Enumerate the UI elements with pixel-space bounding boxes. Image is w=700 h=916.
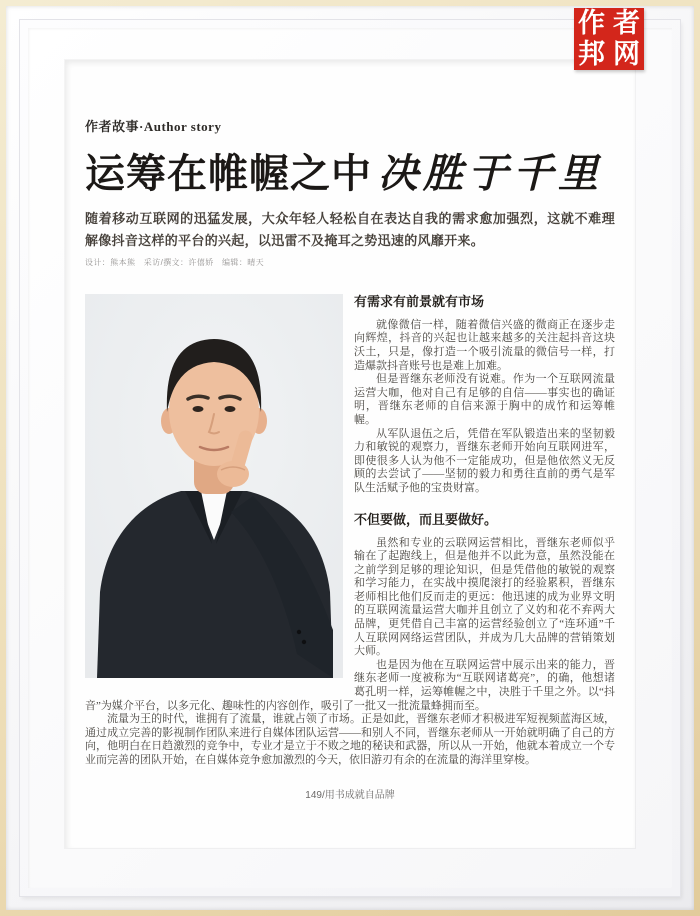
magazine-page [65, 60, 635, 848]
logo-char: 邦 [578, 39, 605, 69]
section-heading-do-well: 不但要做，而且要做好。 [354, 511, 498, 527]
page-title [85, 152, 615, 197]
paragraph: 但是晋继东老师没有说难。作为一个互联网流量运营大咖，他对自己有足够的自信——事实也的确证明，晋继东老师的自信来源于胸中的成竹和运筹帷幄。 [354, 373, 615, 426]
title-main: 运筹在帷幄之中 [85, 151, 372, 196]
page-content [65, 60, 635, 801]
title-accent: 决胜于千里 [378, 151, 603, 196]
paragraph: 流量为王的时代，谁拥有了流量，谁就占领了市场。正是如此，晋继东老师才积极进军短视频蓝海区域，通过成立完善的影视制作团队来进行自媒体团队运营——和别人不同，晋继东老师从一开始就明确了自己的方向，他明白在日趋激烈的竞争中，专业才是立于不败之地的秘诀和武器，所以从一开始，他就本着成立一个专业而完善的团队开始，在自媒体竞争愈加激烈的今天，依旧游刃有余的在流量的海洋里穿梭。 [85, 713, 615, 767]
paragraph: 就像微信一样，随着微信兴盛的微商正在逐步走向辉煌，抖音的兴起也让越来越多的关注起抖音这块沃土，只是，像打造一个吸引流量的微信号一样，打造爆款抖音账号也是难上加难。 [354, 318, 615, 372]
article-body [85, 294, 615, 768]
section-kicker: 作者故事·Author story [85, 119, 222, 134]
page-number: 149/用书成就自品牌 [305, 789, 395, 801]
paragraph: 从军队退伍之后，凭借在军队锻造出来的坚韧毅力和敏锐的观察力，晋继东老师开始向互联网进军，即使很多人认为他不一定能成功，但是他依然义无反顾的去尝试了——坚韧的毅力和勇往直前的勇气是军队生活赋予他的宝贵财富。 [354, 427, 615, 494]
standfirst: 随着移动互联网的迅猛发展，大众年轻人轻松自在表达自我的需求愈加强烈，这就不难理解像抖音这样的平台的兴起，以迅雷不及掩耳之势迅速的风靡开来。 [85, 210, 615, 248]
portrait-illustration [85, 294, 343, 678]
logo-char: 者 [613, 8, 640, 38]
logo-char: 网 [613, 39, 640, 69]
portrait-photo [85, 294, 343, 678]
section-heading-market: 有需求有前景就有市场 [354, 293, 485, 309]
paragraph: 也是因为他在互联网运营中展示出来的能力，晋继东老师一度被称为“互联网诸葛亮”，的确，他想诸葛孔明一样，运筹帷幄之中，决胜于千里之外。以“抖音”为媒介平台，以多元化、趣味性的内容创作，吸引了一批又一批流量蜂拥而至。 [85, 658, 615, 712]
site-logo [574, 8, 644, 70]
paragraph: 虽然和专业的云联网运营相比，晋继东老师似乎输在了起跑线上，但是他并不以此为意，虽然没能在之前学到足够的理论知识，但是凭借他的敏锐的观察和学习能力，在实战中摸爬滚打的经验累积，晋继东老师相比他们反而走的更远：他迅速的成为业界文明的互联网流量运营大咖并且创立了义妁和花不弃两大品牌，更凭借自己丰富的运营经验创立了“连环通”千人互联网网络运营团队，并成为几大品牌的营销策划大师。 [354, 536, 615, 658]
credits-line: 设计：熊本熊 采访/撰文：许僖娇 编辑：晴天 [85, 257, 265, 267]
logo-char: 作 [578, 8, 605, 38]
